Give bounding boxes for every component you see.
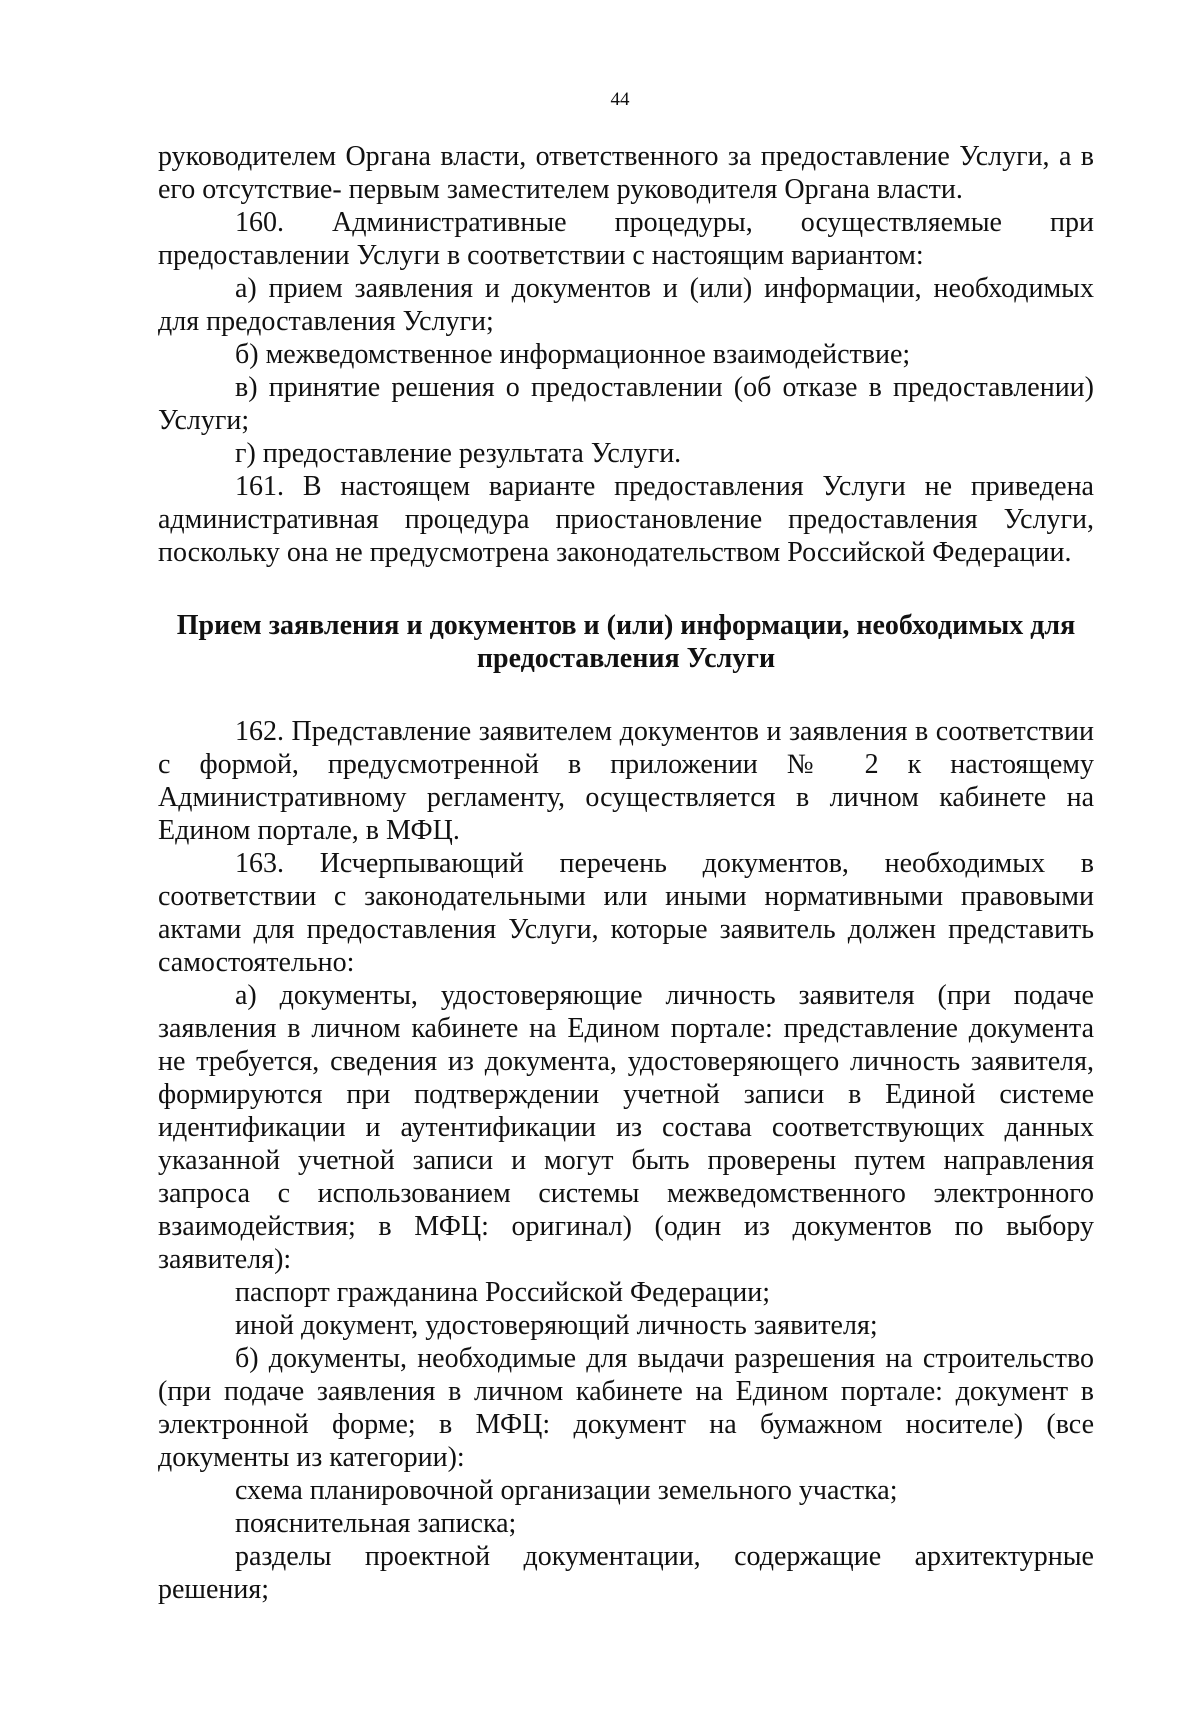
section-heading-line-2: предоставления Услуги bbox=[476, 643, 776, 674]
paragraph-continuation: руководителем Органа власти, ответственного за предоставление Услуги, а в его отсутствие- первым заместителем руководителя Органа власти. bbox=[158, 141, 1094, 205]
list-subitem-land-scheme: схема планировочной организации земельного участка; bbox=[235, 1475, 898, 1506]
list-item-a-documents: а) документы, удостоверяющие личность заявителя (при подаче заявления в личном кабинете на Едином портале: представление документа не требуется, сведения из документа, удостоверяющего личность заявителя, формируются при подтверждении учетной записи в Единой системе идентификации и аутентификации из состава соответствующих данных указанной учетной записи и могут быть проверены путем направления запроса с использованием системы межведомственного электронного взаимодействия; в МФЦ: оригинал) (один из документов по выбору заявителя): bbox=[158, 980, 1094, 1275]
document-body bbox=[158, 140, 1094, 1606]
list-item-b-documents: б) документы, необходимые для выдачи разрешения на строительство (при подаче заявления в личном кабинете на Едином портале: документ в электронной форме; в МФЦ: документ на бумажном носителе) (все документы из категории): bbox=[158, 1343, 1094, 1473]
list-item-v: в) принятие решения о предоставлении (об отказе в предоставлении) Услуги; bbox=[158, 372, 1094, 436]
paragraph-160: 160. Административные процедуры, осуществляемые при предоставлении Услуги в соответствии с настоящим вариантом: bbox=[158, 207, 1094, 271]
list-subitem-passport: паспорт гражданина Российской Федерации; bbox=[235, 1277, 771, 1308]
list-item-g: г) предоставление результата Услуги. bbox=[235, 438, 682, 469]
section-heading bbox=[158, 609, 1094, 675]
paragraph-163: 163. Исчерпывающий перечень документов, необходимых в соответствии с законодательными или иными нормативными правовыми актами для предоставления Услуги, которые заявитель должен представить самостоятельно: bbox=[158, 848, 1094, 978]
page-number: 44 bbox=[610, 89, 630, 110]
paragraph-161: 161. В настоящем варианте предоставления Услуги не приведена административная процедура приостановление предоставления Услуги, поскольку она не предусмотрена законодательством Российской Федерации. bbox=[158, 471, 1094, 568]
list-subitem-architectural-sections: разделы проектной документации, содержащие архитектурные решения; bbox=[158, 1541, 1094, 1605]
list-subitem-other-id: иной документ, удостоверяющий личность заявителя; bbox=[235, 1310, 878, 1341]
section-heading-line-1: Прием заявления и документов и (или) информации, необходимых для bbox=[176, 610, 1076, 641]
paragraph-162: 162. Представление заявителем документов и заявления в соответствии с формой, предусмотренной в приложении № 2 к настоящему Административному регламенту, осуществляется в личном кабинете на Едином портале, в МФЦ. bbox=[158, 716, 1094, 846]
list-subitem-explanatory-note: пояснительная записка; bbox=[235, 1508, 517, 1539]
list-item-a: а) прием заявления и документов и (или) информации, необходимых для предоставления Услуги; bbox=[158, 273, 1094, 337]
list-item-b: б) межведомственное информационное взаимодействие; bbox=[235, 339, 911, 370]
